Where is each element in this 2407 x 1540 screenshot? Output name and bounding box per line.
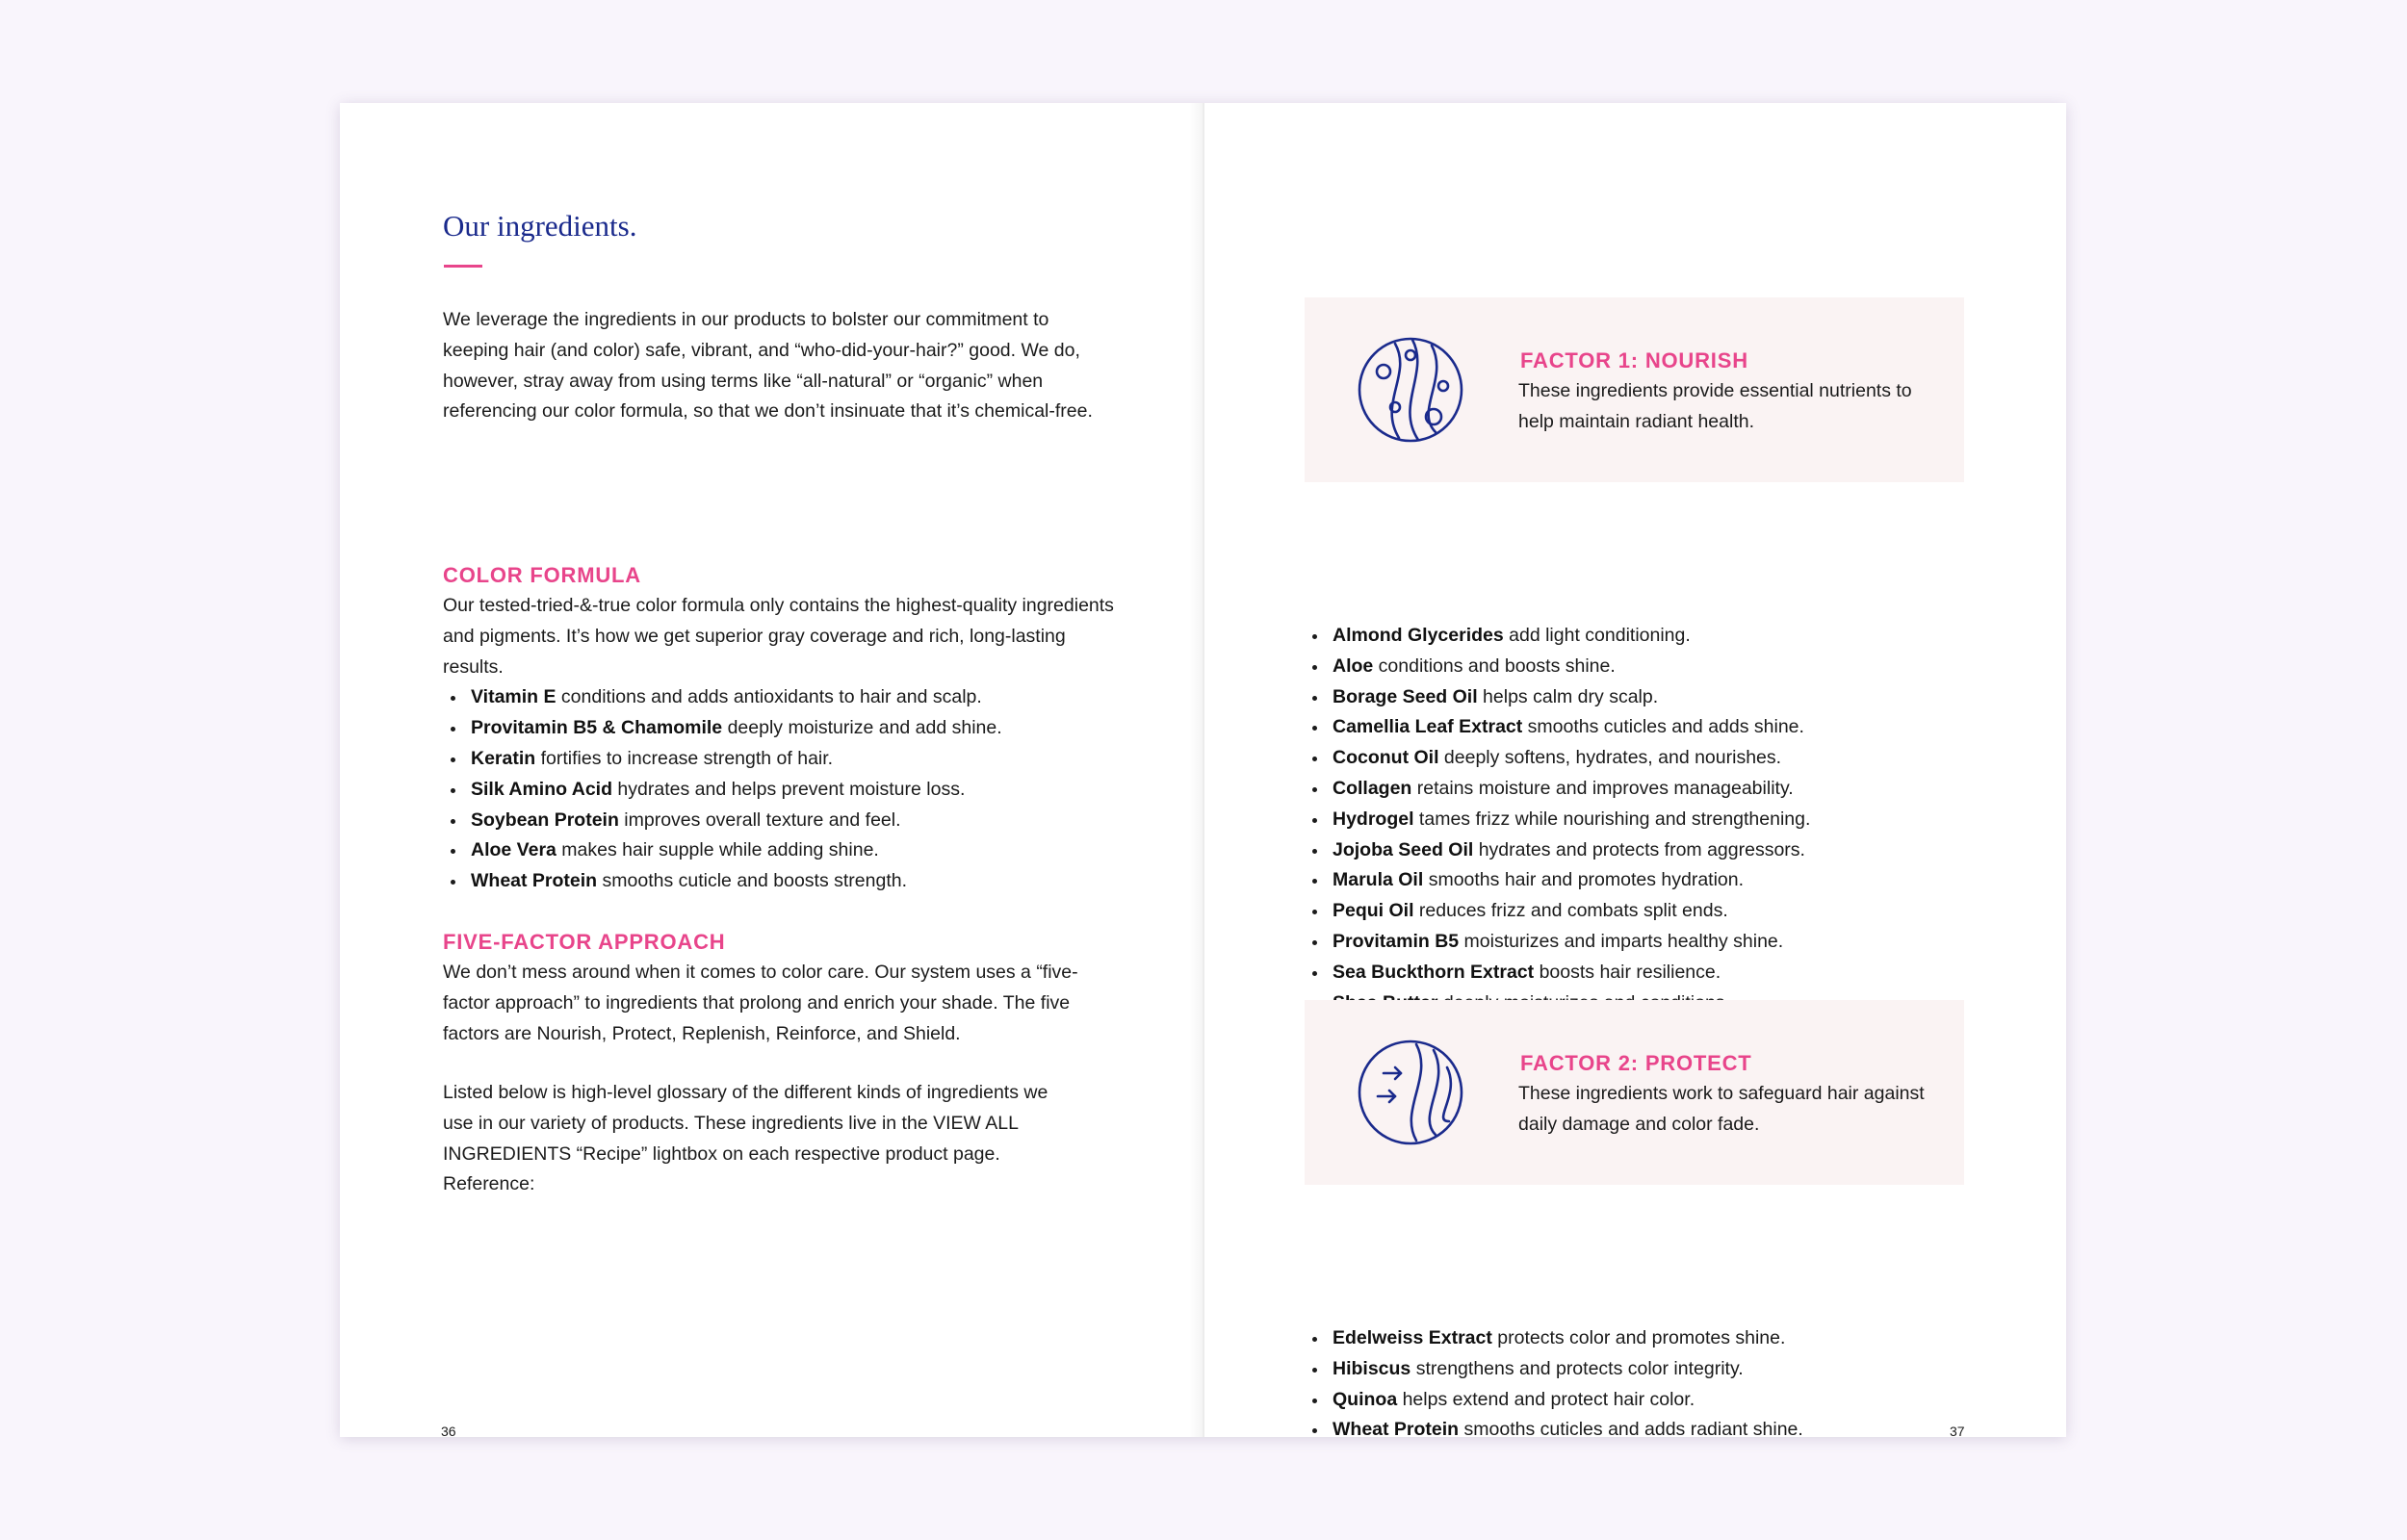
- page-number-right: 37: [1950, 1424, 1965, 1439]
- factor-1-text: [1518, 346, 1942, 438]
- color-formula-heading: COLOR FORMULA: [443, 563, 641, 587]
- ingredient-desc: smooths hair and promotes hydration.: [1423, 869, 1745, 891]
- ingredient-name: Marula Oil: [1333, 869, 1424, 891]
- list-item: [1305, 1323, 1803, 1354]
- list-item: [1305, 958, 1826, 988]
- ingredient-name: Quinoa: [1333, 1388, 1398, 1410]
- ingredient-name: Soybean Protein: [471, 808, 619, 831]
- ingredient-name: Aloe: [1333, 654, 1374, 677]
- ingredient-desc: hydrates and helps prevent moisture loss.: [612, 778, 966, 800]
- list-item: [443, 866, 1117, 897]
- ingredient-name: Borage Seed Oil: [1333, 685, 1478, 707]
- five-factor-heading: FIVE-FACTOR APPROACH: [443, 930, 726, 954]
- title-underline: [444, 265, 482, 268]
- factor-1-heading: FACTOR 1: NOURISH: [1520, 348, 1748, 372]
- ingredient-name: Provitamin B5 & Chamomile: [471, 717, 723, 739]
- list-item: [443, 744, 1117, 775]
- list-item: [1305, 682, 1826, 713]
- ingredient-desc: tames frizz while nourishing and strengthening.: [1413, 808, 1811, 830]
- list-item: [1305, 1385, 1803, 1416]
- ingredient-name: Jojoba Seed Oil: [1333, 838, 1474, 860]
- ingredient-name: Collagen: [1333, 777, 1412, 799]
- list-item: [1305, 743, 1826, 774]
- ingredient-name: Coconut Oil: [1333, 747, 1439, 769]
- ingredient-name: Silk Amino Acid: [471, 778, 612, 800]
- factor-2-description: These ingredients work to safeguard hair against daily damage and color fade.: [1518, 1083, 1925, 1135]
- ingredient-name: Vitamin E: [471, 686, 556, 708]
- ingredient-desc: strengthens and protects color integrity.: [1411, 1357, 1744, 1379]
- ingredient-desc: helps extend and protect hair color.: [1397, 1388, 1695, 1410]
- ingredient-desc: conditions and boosts shine.: [1373, 654, 1616, 677]
- list-item: [443, 682, 1117, 713]
- nourish-ingredient-list: [1305, 621, 1826, 1049]
- five-factor-section: [443, 927, 1117, 1049]
- list-item: [1305, 835, 1826, 866]
- list-item: [443, 835, 1117, 866]
- ingredient-name: Sea Buckthorn Extract: [1333, 961, 1535, 983]
- color-formula-list: [443, 682, 1117, 897]
- factor-card-protect: [1305, 1000, 1964, 1185]
- list-item: [443, 775, 1117, 806]
- left-page: [340, 103, 1203, 1437]
- ingredient-desc: protects color and promotes shine.: [1491, 1327, 1786, 1348]
- ingredient-desc: moisturizes and imparts healthy shine.: [1459, 930, 1784, 952]
- factor-card-nourish: [1305, 297, 1964, 482]
- ingredient-desc: smooths cuticles and adds shine.: [1522, 716, 1804, 738]
- list-item: [1305, 1415, 1803, 1446]
- nourish-icon: [1357, 336, 1464, 444]
- list-item: [1305, 774, 1826, 805]
- ingredient-desc: reduces frizz and combats split ends.: [1413, 900, 1728, 922]
- list-item: [1305, 712, 1826, 743]
- ingredient-desc: smooths cuticles and adds radiant shine.: [1459, 1419, 1803, 1441]
- ingredient-name: Hibiscus: [1333, 1357, 1411, 1379]
- ingredient-desc: helps calm dry scalp.: [1477, 685, 1659, 707]
- factor-2-text: [1518, 1048, 1942, 1141]
- list-item: [1305, 652, 1826, 682]
- ingredient-name: Keratin: [471, 747, 536, 769]
- ingredient-name: Hydrogel: [1333, 808, 1414, 830]
- ingredient-desc: deeply moisturize and add shine.: [722, 717, 1002, 739]
- ingredient-name: Wheat Protein: [1333, 1419, 1460, 1441]
- ingredient-desc: deeply softens, hydrates, and nourishes.: [1438, 747, 1782, 769]
- ingredient-desc: fortifies to increase strength of hair.: [535, 747, 834, 769]
- list-item: [1305, 621, 1826, 652]
- ingredient-desc: add light conditioning.: [1503, 625, 1691, 646]
- page-title: Our ingredients.: [443, 209, 637, 243]
- protect-ingredient-list: [1305, 1323, 1803, 1446]
- ingredient-desc: conditions and adds antioxidants to hair and scalp.: [556, 686, 982, 708]
- list-item: [1305, 865, 1826, 896]
- ingredient-desc: hydrates and protects from aggressors.: [1473, 838, 1805, 860]
- ingredient-name: Pequi Oil: [1333, 900, 1414, 922]
- ingredient-desc: smooths cuticle and boosts strength.: [597, 870, 908, 892]
- list-item: [443, 713, 1117, 744]
- ingredient-name: Aloe Vera: [471, 839, 556, 861]
- factor-2-heading: FACTOR 2: PROTECT: [1520, 1051, 1752, 1075]
- ingredient-name: Wheat Protein: [471, 870, 598, 892]
- booklet-spread: [340, 103, 2066, 1441]
- ingredient-desc: makes hair supple while adding shine.: [556, 839, 879, 861]
- page-number-left: 36: [441, 1424, 456, 1439]
- intro-paragraph: We leverage the ingredients in our products to bolster our commitment to keeping hair (and color) safe, vibrant, and “who-did-your-hair?” good. We do, however, stray away from using terms like “all-natural” or “organic” when referencing our color formula, so that we don’t insinuate that it’s chemical-free.: [443, 309, 1093, 423]
- ingredient-name: Provitamin B5: [1333, 930, 1460, 952]
- ingredient-name: Edelweiss Extract: [1333, 1327, 1492, 1348]
- five-factor-body: We don’t mess around when it comes to color care. Our system uses a “five-factor approach” to ingredients that prolong and enrich your shade. The five factors are Nourish, Protect, Replenish, Reinforce, and Shield.: [443, 962, 1078, 1044]
- list-item: [1305, 927, 1826, 958]
- list-item: [443, 806, 1117, 836]
- right-page: [1203, 103, 2066, 1441]
- color-formula-section: [443, 560, 1117, 897]
- ingredient-name: Camellia Leaf Extract: [1333, 716, 1523, 738]
- list-item: [1305, 896, 1826, 927]
- ingredient-desc: improves overall texture and feel.: [618, 808, 901, 831]
- list-item: [1305, 805, 1826, 835]
- protect-icon: [1357, 1039, 1464, 1146]
- glossary-reference-paragraph: Listed below is high-level glossary of the different kinds of ingredients we use in our variety of products. These ingredients live in the VIEW ALL INGREDIENTS “Recipe” lightbox on each respective product page. Reference:: [443, 1082, 1048, 1195]
- color-formula-body: Our tested-tried-&-true color formula only contains the highest-quality ingredients and pigments. It’s how we get superior gray coverage and rich, long-lasting results.: [443, 595, 1114, 678]
- factor-1-description: These ingredients provide essential nutrients to help maintain radiant health.: [1518, 380, 1912, 432]
- list-item: [1305, 1354, 1803, 1385]
- ingredient-desc: retains moisture and improves manageability.: [1411, 777, 1794, 799]
- gutter-shadow: [1189, 103, 1203, 1437]
- ingredient-name: Almond Glycerides: [1333, 625, 1504, 646]
- ingredient-desc: boosts hair resilience.: [1534, 961, 1721, 983]
